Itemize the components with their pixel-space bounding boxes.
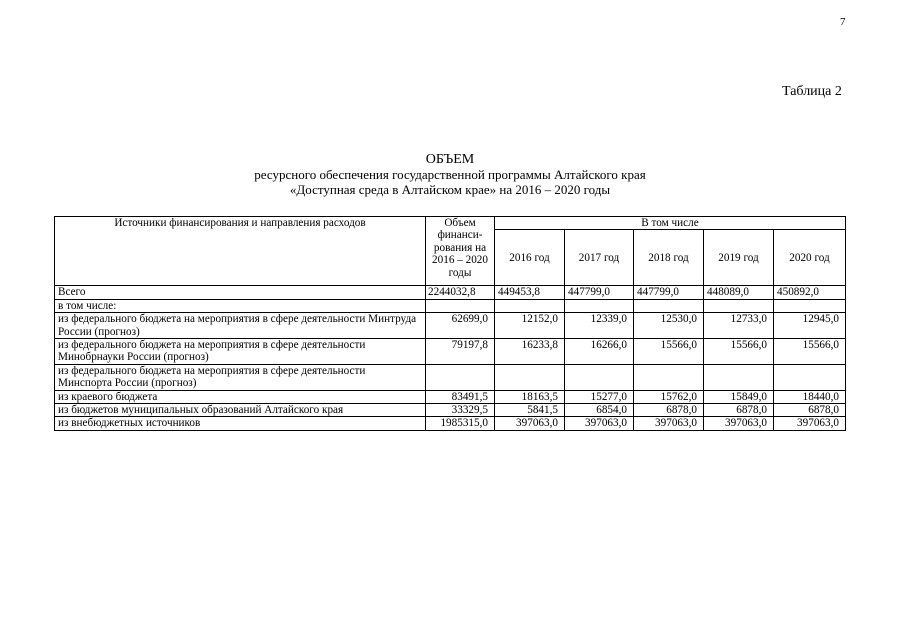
row-total: 83491,5 [426, 390, 495, 403]
row-value-2016: 5841,5 [495, 404, 565, 417]
header-year-2020: 2020 год [774, 230, 846, 286]
row-label: из краевого бюджета [55, 390, 426, 403]
title-line-3: «Доступная среда в Алтайском крае» на 2016 – 2020 годы [289, 182, 611, 197]
row-value-2016: 397063,0 [495, 417, 565, 430]
title-line-1: ОБЪЕМ [425, 152, 475, 167]
header-volume: Объем финанси-рования на 2016 – 2020 годы [426, 217, 495, 286]
row-value-2018: 447799,0 [634, 286, 704, 299]
row-value-2019: 6878,0 [704, 404, 774, 417]
row-value-2016 [495, 364, 565, 390]
row-value-2017: 397063,0 [565, 417, 634, 430]
document-title [180, 152, 720, 197]
row-total [426, 299, 495, 312]
budget-table [54, 216, 846, 431]
row-value-2017: 6854,0 [565, 404, 634, 417]
table-row [55, 364, 846, 390]
table-row [55, 390, 846, 403]
row-value-2019: 448089,0 [704, 286, 774, 299]
header-including: В том числе [495, 217, 846, 230]
row-total [426, 364, 495, 390]
row-label: из внебюджетных источников [55, 417, 426, 430]
row-value-2018 [634, 299, 704, 312]
row-value-2019 [704, 299, 774, 312]
row-label: из федерального бюджета на мероприятия в сфере деятельности Минспорта России (прогноз) [55, 364, 426, 390]
row-total: 62699,0 [426, 313, 495, 339]
row-value-2020: 397063,0 [774, 417, 846, 430]
row-label: в том числе: [55, 299, 426, 312]
row-value-2020: 15566,0 [774, 339, 846, 365]
row-value-2018: 397063,0 [634, 417, 704, 430]
row-value-2018: 6878,0 [634, 404, 704, 417]
table-row [55, 339, 846, 365]
table-row [55, 299, 846, 312]
row-value-2019 [704, 364, 774, 390]
table-row [55, 404, 846, 417]
table-row [55, 313, 846, 339]
header-year-2017: 2017 год [565, 230, 634, 286]
row-value-2017 [565, 364, 634, 390]
header-row-1 [55, 217, 846, 230]
row-value-2016: 18163,5 [495, 390, 565, 403]
table-caption: Таблица 2 [782, 84, 842, 99]
row-value-2020 [774, 299, 846, 312]
row-value-2020: 18440,0 [774, 390, 846, 403]
row-value-2018: 12530,0 [634, 313, 704, 339]
row-total: 79197,8 [426, 339, 495, 365]
row-value-2018: 15762,0 [634, 390, 704, 403]
row-value-2018: 15566,0 [634, 339, 704, 365]
row-value-2019: 397063,0 [704, 417, 774, 430]
table-row [55, 417, 846, 430]
header-year-2019: 2019 год [704, 230, 774, 286]
page-number: 7 [840, 16, 846, 28]
row-value-2020: 6878,0 [774, 404, 846, 417]
row-value-2016: 12152,0 [495, 313, 565, 339]
row-label: из федерального бюджета на мероприятия в сфере деятельности Минобрнауки России (прогноз) [55, 339, 426, 365]
row-value-2016: 16233,8 [495, 339, 565, 365]
header-year-2016: 2016 год [495, 230, 565, 286]
row-value-2019: 15849,0 [704, 390, 774, 403]
row-label: из бюджетов муниципальных образований Алтайского края [55, 404, 426, 417]
row-value-2016: 449453,8 [495, 286, 565, 299]
row-label: из федерального бюджета на мероприятия в сфере деятельности Минтруда России (прогноз) [55, 313, 426, 339]
row-value-2017 [565, 299, 634, 312]
row-total: 1985315,0 [426, 417, 495, 430]
row-value-2018 [634, 364, 704, 390]
table-row [55, 286, 846, 299]
row-value-2020 [774, 364, 846, 390]
header-year-2018: 2018 год [634, 230, 704, 286]
title-line-2: ресурсного обеспечения государственной программы Алтайского края [254, 167, 646, 182]
row-value-2017: 447799,0 [565, 286, 634, 299]
row-value-2020: 12945,0 [774, 313, 846, 339]
row-value-2020: 450892,0 [774, 286, 846, 299]
row-label: Всего [55, 286, 426, 299]
row-value-2019: 12733,0 [704, 313, 774, 339]
row-value-2016 [495, 299, 565, 312]
row-value-2017: 16266,0 [565, 339, 634, 365]
row-value-2017: 15277,0 [565, 390, 634, 403]
row-value-2019: 15566,0 [704, 339, 774, 365]
row-total: 33329,5 [426, 404, 495, 417]
row-total: 2244032,8 [426, 286, 495, 299]
header-source: Источники финансирования и направления расходов [55, 217, 426, 286]
row-value-2017: 12339,0 [565, 313, 634, 339]
